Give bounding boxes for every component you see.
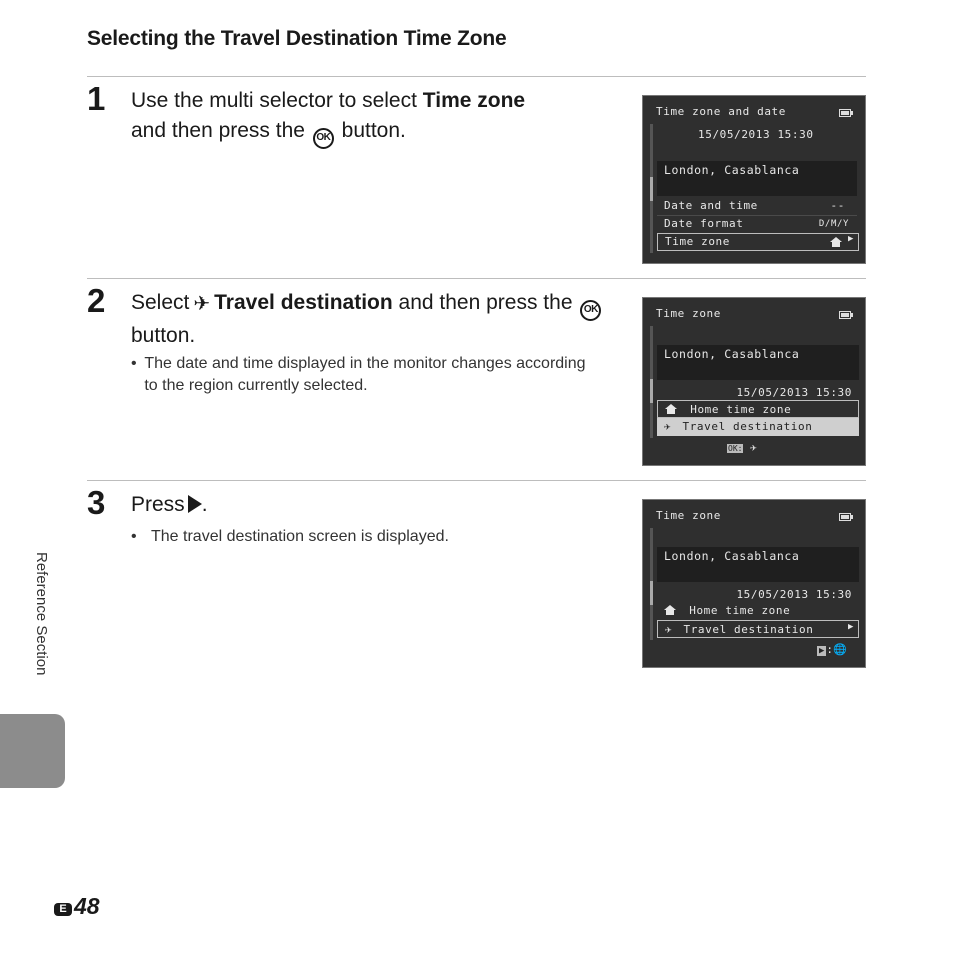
option-label: Home time zone bbox=[689, 604, 791, 617]
scrollbar bbox=[650, 124, 653, 253]
bullet-text: The travel destination screen is displayed. bbox=[151, 528, 449, 545]
footer-hint bbox=[817, 643, 847, 656]
step-2-bullet: • The date and time displayed in the monitor changes according to the region currently selected. bbox=[131, 353, 591, 397]
step-2-text-c: and then press the bbox=[398, 291, 573, 314]
arrow-right-icon: ▶ bbox=[847, 234, 854, 244]
row-label: Time zone bbox=[665, 235, 731, 248]
battery-icon bbox=[839, 109, 851, 117]
step-2-text bbox=[131, 288, 611, 351]
option-label: Travel destination bbox=[682, 420, 813, 433]
option-home-time-zone[interactable] bbox=[657, 602, 859, 620]
option-label: Travel destination bbox=[683, 623, 814, 636]
step-1-number: 1 bbox=[87, 80, 106, 117]
scrollbar bbox=[650, 326, 653, 438]
screen-header: Time zone bbox=[656, 509, 722, 522]
plane-icon: ✈ bbox=[750, 441, 757, 454]
screen-header: Time zone and date bbox=[656, 105, 787, 118]
reference-section-icon: E bbox=[54, 903, 72, 916]
step-1-text bbox=[131, 86, 611, 149]
side-section-label bbox=[32, 552, 52, 702]
section-title: Selecting the Travel Destination Time Zone bbox=[87, 27, 507, 50]
option-travel-destination[interactable] bbox=[657, 620, 859, 638]
side-label-text: Reference Section bbox=[33, 552, 50, 676]
row-value: -- bbox=[830, 199, 845, 212]
right-arrow-icon bbox=[188, 495, 202, 513]
ok-button-icon: OK bbox=[313, 128, 334, 149]
camera-screen-time-zone-date bbox=[642, 95, 866, 264]
step-2-text-a: Select bbox=[131, 291, 190, 314]
section-tab bbox=[0, 714, 65, 788]
page-number-text: 48 bbox=[74, 893, 100, 919]
step-2-text-d: button. bbox=[131, 323, 196, 347]
scrollbar bbox=[650, 528, 653, 640]
city-display: London, Casablanca bbox=[657, 547, 859, 582]
option-label: Home time zone bbox=[690, 403, 792, 416]
screen-datetime: 15/05/2013 15:30 bbox=[736, 386, 852, 399]
step-1-text-b: Time zone bbox=[422, 89, 526, 112]
bullet-text: The date and time displayed in the monitor changes according to the region currently selected. bbox=[144, 355, 586, 394]
step-2-text-b: Travel destination bbox=[214, 291, 393, 314]
step-2-number: 2 bbox=[87, 282, 106, 319]
ok-button-icon: OK bbox=[580, 300, 601, 321]
plane-icon: ✈ bbox=[665, 623, 673, 636]
row-value: D/M/Y bbox=[818, 219, 849, 229]
step-1-text-a: Use the multi selector to select bbox=[131, 89, 423, 112]
ok-hint-icon: OK: bbox=[728, 444, 743, 453]
step-3-bullet: • The travel destination screen is displayed. bbox=[131, 526, 591, 548]
home-icon bbox=[664, 605, 676, 615]
arrow-right-icon: ▶ bbox=[847, 622, 854, 632]
option-travel-destination[interactable] bbox=[657, 418, 859, 436]
battery-icon bbox=[839, 311, 851, 319]
step-3-text-b: . bbox=[201, 493, 208, 516]
row-label: Date format bbox=[664, 217, 744, 230]
step-1-text-d: button. bbox=[341, 119, 406, 142]
battery-icon bbox=[839, 513, 851, 521]
row-label: Date and time bbox=[664, 199, 758, 212]
city-display: London, Casablanca bbox=[657, 345, 859, 380]
screen-datetime: 15/05/2013 15:30 bbox=[698, 128, 814, 141]
divider bbox=[87, 278, 866, 279]
home-icon bbox=[830, 237, 842, 247]
menu-row-date-time[interactable] bbox=[657, 198, 857, 216]
page-number bbox=[54, 893, 100, 920]
divider bbox=[87, 76, 866, 77]
footer-colon: : bbox=[826, 643, 834, 656]
step-3-text-a: Press bbox=[131, 493, 185, 516]
plane-icon: ✈ bbox=[193, 293, 211, 315]
step-1-text-c: and then press the bbox=[131, 119, 305, 142]
screen-datetime: 15/05/2013 15:30 bbox=[736, 588, 852, 601]
plane-icon: ✈ bbox=[664, 420, 672, 433]
globe-icon: 🌐 bbox=[833, 643, 847, 656]
right-arrow-icon: ▶ bbox=[819, 646, 825, 656]
step-3-number: 3 bbox=[87, 484, 106, 521]
footer-hint bbox=[727, 441, 757, 454]
home-icon bbox=[665, 404, 677, 414]
menu-row-date-format[interactable] bbox=[657, 216, 857, 234]
option-home-time-zone[interactable] bbox=[657, 400, 859, 418]
screen-header: Time zone bbox=[656, 307, 722, 320]
city-display: London, Casablanca bbox=[657, 161, 857, 196]
camera-screen-travel-destination bbox=[642, 499, 866, 668]
menu-row-time-zone[interactable] bbox=[657, 233, 859, 251]
divider bbox=[87, 480, 866, 481]
camera-screen-time-zone bbox=[642, 297, 866, 466]
step-3-text bbox=[131, 490, 611, 520]
